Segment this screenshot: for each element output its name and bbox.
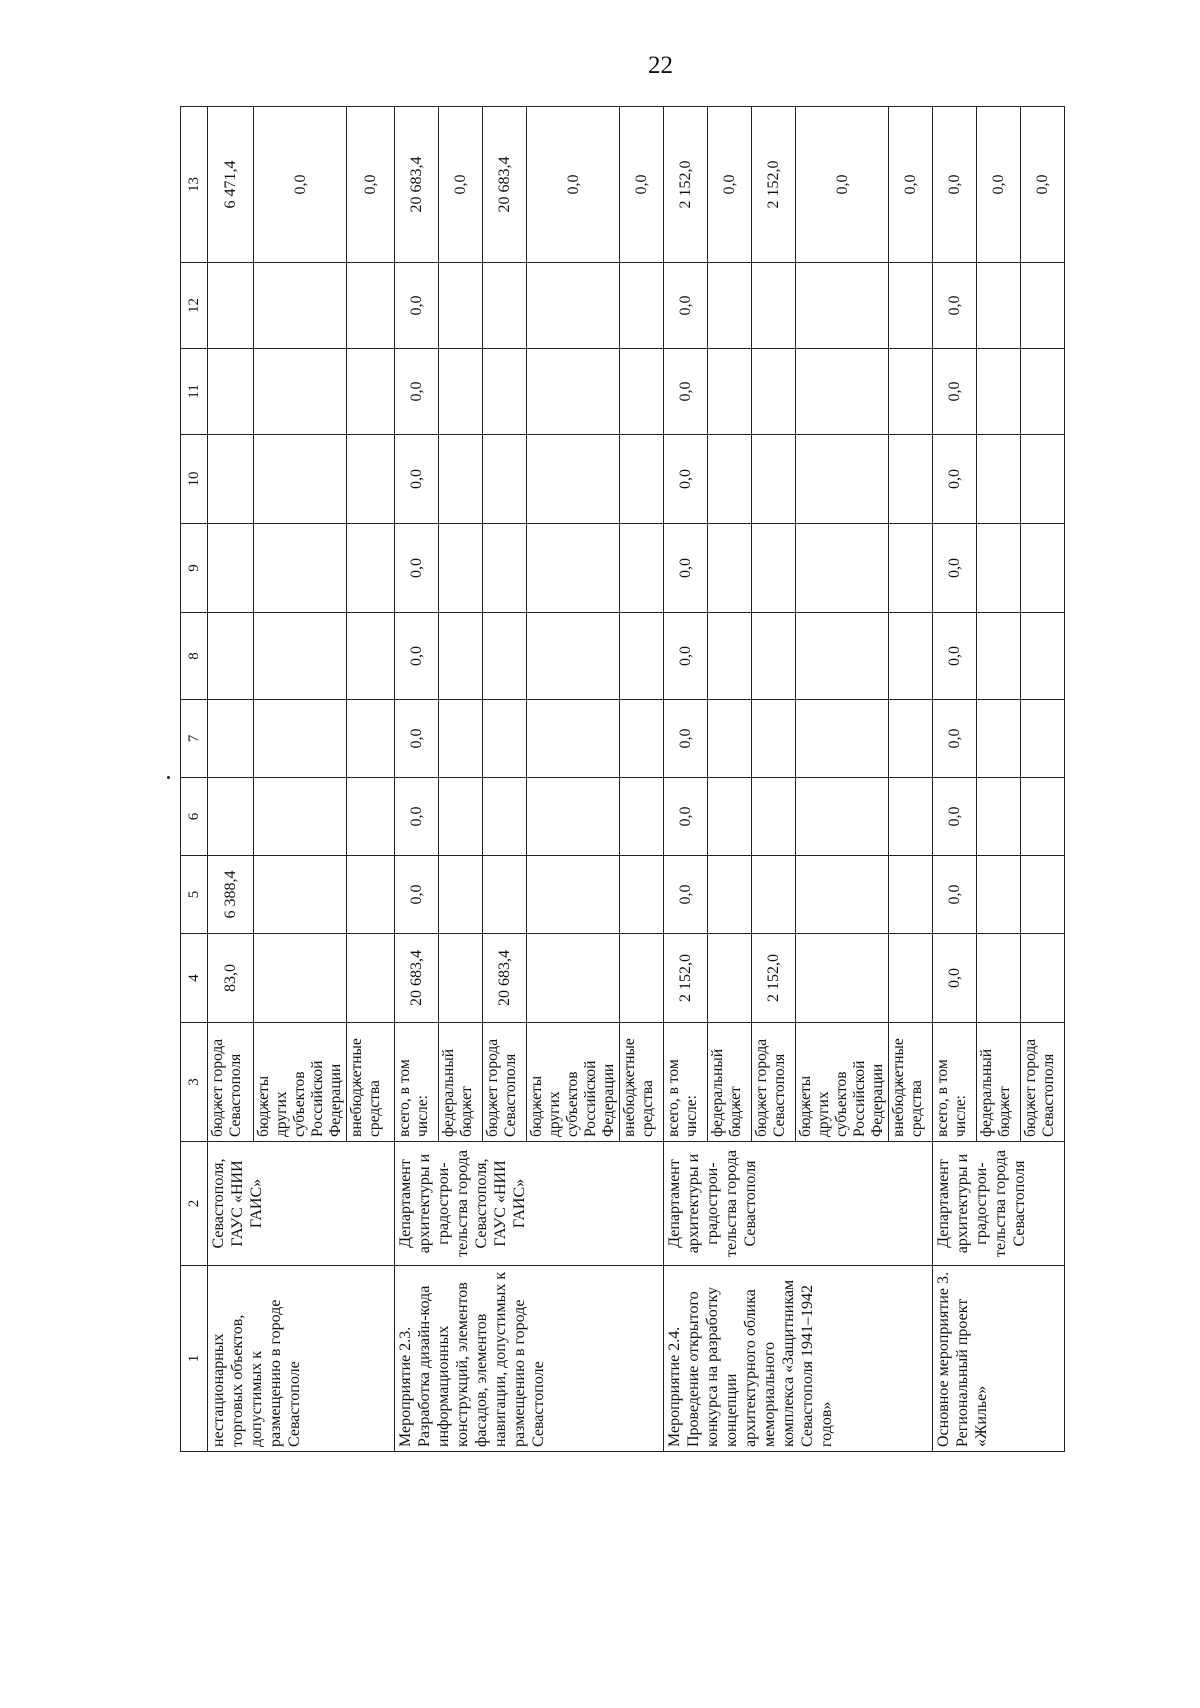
funding-source-cell: федеральный бюджет	[439, 1023, 483, 1142]
value-cell: 0,0	[395, 524, 439, 613]
value-cell: 0,0	[664, 778, 708, 856]
column-number-cell: 13	[181, 107, 208, 263]
value-cell	[752, 524, 796, 613]
value-cell: 0,0	[933, 263, 977, 349]
value-cell	[347, 613, 395, 700]
value-cell	[620, 349, 664, 435]
funding-source-cell: федеральный бюджет	[977, 1023, 1021, 1142]
value-cell: 2 152,0	[752, 107, 796, 263]
value-cell: 0,0	[395, 856, 439, 934]
value-cell	[752, 778, 796, 856]
budget-table	[180, 106, 1065, 1452]
value-cell	[527, 934, 620, 1023]
value-cell: 0,0	[395, 613, 439, 700]
value-cell: 0,0	[933, 700, 977, 778]
table-row	[664, 107, 708, 1452]
value-cell: 0,0	[527, 107, 620, 263]
value-cell	[527, 778, 620, 856]
value-cell	[977, 263, 1021, 349]
value-cell: 0,0	[796, 107, 889, 263]
value-cell	[347, 856, 395, 934]
value-cell	[439, 524, 483, 613]
value-cell	[439, 934, 483, 1023]
funding-source-cell: бюджет города Севастополя	[483, 1023, 527, 1142]
value-cell	[620, 435, 664, 524]
value-cell: 0,0	[933, 349, 977, 435]
column-number-cell: 7	[181, 700, 208, 778]
value-cell	[439, 613, 483, 700]
value-cell: 20 683,4	[395, 934, 439, 1023]
value-cell	[889, 263, 933, 349]
column-number-cell: 11	[181, 349, 208, 435]
value-cell: 0,0	[439, 107, 483, 263]
value-cell	[254, 613, 347, 700]
value-cell	[752, 856, 796, 934]
value-cell	[527, 856, 620, 934]
value-cell	[889, 700, 933, 778]
value-cell: 0,0	[933, 934, 977, 1023]
value-cell	[708, 524, 752, 613]
value-cell	[439, 778, 483, 856]
value-cell	[708, 700, 752, 778]
funding-source-cell: федеральный бюджет	[708, 1023, 752, 1142]
value-cell	[796, 934, 889, 1023]
value-cell	[620, 778, 664, 856]
funding-source-cell: внебюджетные средства	[889, 1023, 933, 1142]
value-cell	[977, 613, 1021, 700]
value-cell	[254, 778, 347, 856]
value-cell	[708, 435, 752, 524]
value-cell	[208, 349, 254, 435]
value-cell	[620, 263, 664, 349]
funding-source-cell: бюджет города Севастополя	[208, 1023, 254, 1142]
value-cell	[254, 349, 347, 435]
value-cell	[527, 263, 620, 349]
activity-title-cell: Мероприятие 2.3. Разработка дизайн-кода информационных конструкций, элементов фасадов, элементов навигации, допустимых к размещению в городе Севастополе	[395, 1266, 664, 1452]
value-cell: 6 388,4	[208, 856, 254, 934]
value-cell: 20 683,4	[483, 107, 527, 263]
value-cell	[483, 524, 527, 613]
value-cell	[977, 524, 1021, 613]
value-cell	[254, 435, 347, 524]
value-cell	[347, 700, 395, 778]
value-cell: 0,0	[395, 435, 439, 524]
value-cell	[796, 778, 889, 856]
value-cell: 0,0	[664, 263, 708, 349]
value-cell	[977, 435, 1021, 524]
funding-source-cell: всего, в том числе:	[933, 1023, 977, 1142]
value-cell: 2 152,0	[752, 934, 796, 1023]
column-number-cell: 12	[181, 263, 208, 349]
value-cell: 0,0	[1021, 107, 1065, 263]
value-cell: 0,0	[347, 107, 395, 263]
value-cell	[347, 349, 395, 435]
value-cell	[796, 349, 889, 435]
value-cell: 20 683,4	[395, 107, 439, 263]
value-cell: 0,0	[933, 778, 977, 856]
value-cell: 0,0	[395, 700, 439, 778]
value-cell	[889, 435, 933, 524]
value-cell	[208, 778, 254, 856]
funding-source-cell: бюджеты других субъектов Российской Федерации	[527, 1023, 620, 1142]
rotated-table-container	[180, 107, 1105, 1452]
value-cell: 0,0	[254, 107, 347, 263]
value-cell	[483, 856, 527, 934]
activity-title-cell: нестационарных торговых объектов, допустимых к размещению в городе Севастополе	[208, 1266, 395, 1452]
value-cell	[752, 349, 796, 435]
value-cell: 0,0	[977, 107, 1021, 263]
value-cell: 0,0	[395, 778, 439, 856]
value-cell	[1021, 934, 1065, 1023]
value-cell: 0,0	[664, 856, 708, 934]
value-cell	[208, 524, 254, 613]
column-number-cell: 5	[181, 856, 208, 934]
value-cell	[796, 856, 889, 934]
value-cell	[347, 435, 395, 524]
value-cell	[254, 934, 347, 1023]
value-cell	[708, 349, 752, 435]
activity-title-cell: Основное мероприятие 3. Региональный проект «Жилье»	[933, 1266, 1065, 1452]
value-cell: 0,0	[933, 524, 977, 613]
funding-source-cell: всего, в том числе:	[664, 1023, 708, 1142]
table-row	[395, 107, 439, 1452]
value-cell	[208, 613, 254, 700]
value-cell: 6 471,4	[208, 107, 254, 263]
value-cell: 0,0	[664, 613, 708, 700]
value-cell	[483, 349, 527, 435]
value-cell	[1021, 613, 1065, 700]
value-cell	[708, 263, 752, 349]
column-number-cell: 3	[181, 1023, 208, 1142]
value-cell: 2 152,0	[664, 107, 708, 263]
value-cell	[889, 778, 933, 856]
value-cell	[527, 435, 620, 524]
page-number: 22	[648, 52, 673, 79]
value-cell: 0,0	[664, 524, 708, 613]
value-cell	[889, 934, 933, 1023]
funding-source-cell: бюджеты других субъектов Российской Федерации	[254, 1023, 347, 1142]
column-number-cell: 2	[181, 1142, 208, 1266]
value-cell	[208, 263, 254, 349]
value-cell	[254, 524, 347, 613]
value-cell	[977, 778, 1021, 856]
stray-dot	[167, 776, 170, 779]
value-cell	[620, 613, 664, 700]
value-cell: 0,0	[664, 435, 708, 524]
funding-source-cell: внебюджетные средства	[347, 1023, 395, 1142]
value-cell	[347, 263, 395, 349]
value-cell	[889, 349, 933, 435]
value-cell	[708, 613, 752, 700]
value-cell: 0,0	[889, 107, 933, 263]
value-cell: 2 152,0	[664, 934, 708, 1023]
executor-cell: Департамент архитектуры и градострои-тельства города Севастополя, ГАУС «НИИ ГАИС»	[395, 1142, 664, 1266]
value-cell	[889, 524, 933, 613]
value-cell	[1021, 524, 1065, 613]
funding-source-cell: внебюджетные средства	[620, 1023, 664, 1142]
executor-cell: Севастополя, ГАУС «НИИ ГАИС»	[208, 1142, 395, 1266]
executor-cell: Департамент архитектуры и градострои-тельства города Севастополя	[664, 1142, 933, 1266]
value-cell	[796, 613, 889, 700]
value-cell	[439, 435, 483, 524]
value-cell	[527, 349, 620, 435]
value-cell	[620, 934, 664, 1023]
funding-source-cell: бюджеты других субъектов Российской Федерации	[796, 1023, 889, 1142]
value-cell	[708, 856, 752, 934]
value-cell	[977, 856, 1021, 934]
activity-title-cell: Мероприятие 2.4. Проведение открытого конкурса на разработку концепции архитектурного облика мемориального комплекса «Защитникам Севастополя 1941–1942 годов»	[664, 1266, 933, 1452]
column-number-cell: 8	[181, 613, 208, 700]
value-cell	[254, 856, 347, 934]
value-cell	[752, 613, 796, 700]
value-cell	[1021, 349, 1065, 435]
value-cell	[347, 524, 395, 613]
value-cell	[977, 349, 1021, 435]
value-cell	[796, 524, 889, 613]
table-row	[933, 107, 977, 1452]
column-number-cell: 9	[181, 524, 208, 613]
value-cell	[439, 349, 483, 435]
value-cell	[439, 856, 483, 934]
value-cell: 20 683,4	[483, 934, 527, 1023]
value-cell	[708, 934, 752, 1023]
table-row	[208, 107, 254, 1452]
value-cell: 0,0	[395, 263, 439, 349]
value-cell	[1021, 263, 1065, 349]
value-cell	[977, 700, 1021, 778]
value-cell	[254, 263, 347, 349]
value-cell	[1021, 856, 1065, 934]
value-cell	[1021, 778, 1065, 856]
value-cell	[889, 613, 933, 700]
value-cell	[752, 700, 796, 778]
column-number-cell: 10	[181, 435, 208, 524]
value-cell	[483, 263, 527, 349]
value-cell	[483, 700, 527, 778]
value-cell	[208, 435, 254, 524]
value-cell	[796, 435, 889, 524]
column-number-cell: 4	[181, 934, 208, 1023]
value-cell	[347, 934, 395, 1023]
value-cell	[527, 524, 620, 613]
value-cell: 83,0	[208, 934, 254, 1023]
value-cell	[439, 263, 483, 349]
value-cell	[527, 700, 620, 778]
value-cell	[708, 778, 752, 856]
value-cell: 0,0	[664, 349, 708, 435]
value-cell	[1021, 435, 1065, 524]
value-cell	[620, 856, 664, 934]
value-cell	[1021, 700, 1065, 778]
value-cell	[483, 435, 527, 524]
value-cell	[977, 934, 1021, 1023]
value-cell: 0,0	[933, 107, 977, 263]
value-cell	[796, 263, 889, 349]
value-cell	[620, 700, 664, 778]
value-cell	[752, 263, 796, 349]
value-cell	[752, 435, 796, 524]
value-cell	[483, 778, 527, 856]
value-cell	[796, 700, 889, 778]
value-cell	[347, 778, 395, 856]
value-cell: 0,0	[933, 613, 977, 700]
funding-source-cell: бюджет города Севастополя	[752, 1023, 796, 1142]
funding-source-cell: всего, в том числе:	[395, 1023, 439, 1142]
value-cell: 0,0	[933, 856, 977, 934]
value-cell: 0,0	[620, 107, 664, 263]
value-cell	[483, 613, 527, 700]
value-cell: 0,0	[395, 349, 439, 435]
value-cell	[208, 700, 254, 778]
value-cell	[889, 856, 933, 934]
column-number-cell: 1	[181, 1266, 208, 1452]
column-numbers-row	[181, 107, 208, 1452]
value-cell: 0,0	[708, 107, 752, 263]
value-cell: 0,0	[664, 700, 708, 778]
value-cell: 0,0	[933, 435, 977, 524]
column-number-cell: 6	[181, 778, 208, 856]
funding-source-cell: бюджет города Севастополя	[1021, 1023, 1065, 1142]
value-cell	[254, 700, 347, 778]
value-cell	[527, 613, 620, 700]
value-cell	[439, 700, 483, 778]
executor-cell: Департамент архитектуры и градострои-тельства города Севастополя	[933, 1142, 1065, 1266]
value-cell	[620, 524, 664, 613]
